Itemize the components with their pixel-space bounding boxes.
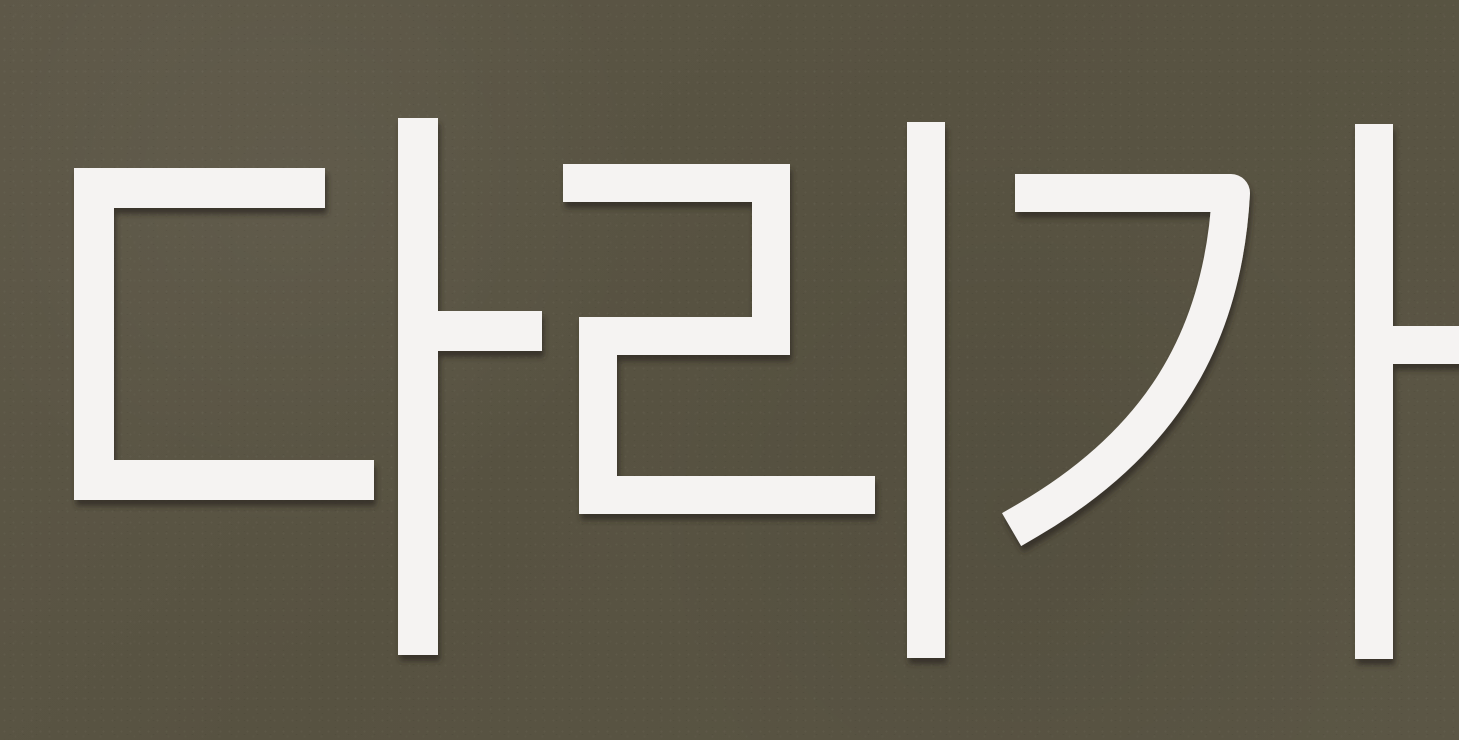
- syllable-ri: [582, 141, 926, 639]
- syllable-da: [94, 138, 522, 635]
- syllable-ga: [1028, 143, 1459, 640]
